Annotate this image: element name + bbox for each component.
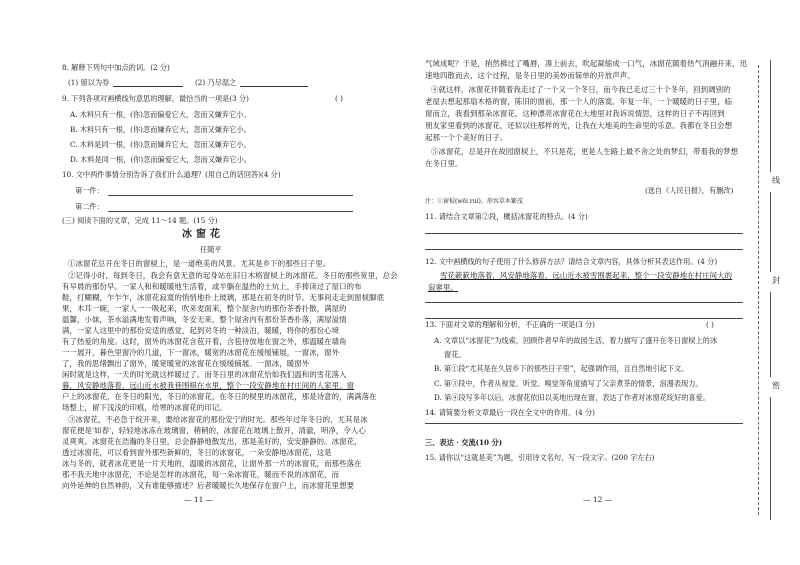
footnote: 注：①窗棂(wēi ruí)，形容草木繁茂 [425, 198, 523, 205]
article-line: 温馨，小妹，茶水溢满地发着声响，冬安无来，整个屋舍内有那份茶香扑落，满屋溢情 [62, 315, 347, 324]
article-line: 有早晨的那份早。一家人和和暖暖地生活着，或半躺在温热的土炕上，手捧读过了屋口的布 [62, 282, 362, 291]
article-line: 闲时就是这样，一天的时光就这样暖过了。而冬日里的冰窗花恰如我们温和的雪花落入 [62, 370, 347, 379]
article-line: 窗花便是'如春'，轻轻地冰冻在玻璃窗，稍稍的，冰窗花在玻璃上散开，清澈，明净，令人心 [62, 426, 366, 435]
article-line: 满，一家人这里中的那份安适的感觉，起到对冬的一种淡泊，暖暖，将你的那份心境 [62, 326, 340, 335]
option-a: A. 木料只有一根，(你)忽而偏爱它大，忽而又嫌弃它小。 [70, 110, 251, 119]
article-line: ⑤冰窗花，总是开在故园窗棂上，不只是花，更是人生路上最不舍之处的梦幻，带着我的梦想 [431, 147, 739, 156]
question-14: 14. 请简要分析文章最后一段在全文中的作用。(4 分) [425, 408, 595, 417]
section-3-expression-heading: 三、表达 · 交流(10 分) [425, 438, 503, 447]
answer-line [425, 233, 743, 234]
binding-label-secret: 密 [772, 381, 780, 390]
question-13: 13. 下面对文章的理解和分析，不正确的一项是(3 分) [425, 320, 595, 329]
underlined-quote: 雪花簌簌地落着，风安静地落着，远山近水被雪围裹起来，整个一段安静地在村庄间大的 [440, 271, 733, 280]
article-line: 暮，风安静地落着，远山近水被我巷围棋在水里，整个一段安静地在村庄间的人家里。窗 [62, 381, 355, 390]
question-15: 15. 请你以“这就是美”为题，引用诗文名句，写一段文字。(200 字左右) [425, 453, 655, 462]
article-line: ④就这样，冰窗花伴随着我走过了一个又一个冬日，而今我已走过三十个冬年，回到阔别的 [431, 85, 731, 94]
question-8-item-2: (2) 乃尽湿之 [195, 78, 308, 87]
option-a: A. 文章以“冰窗花”为线索，回顾作者早年的故园生活，着力描写了盛开在冬日窗棂上的冰 [434, 336, 718, 345]
option-c: C. 木料是同一根，(你)忽而嫌弃它大，忽而又嫌弃它小。 [70, 140, 251, 149]
article-line: 有了热爱的角度。这时，窗外的冰窗花含苞开着，含苞待放地在窗之外，那温暖在墙角 [62, 337, 347, 346]
article-line: 场整上，留下浅浅的印痕，给寒的冰窗花的印记。 [62, 403, 227, 412]
answer-line [108, 195, 353, 196]
answer-line [425, 302, 743, 303]
article-line: 一一展开，暮色里窗冷的几道，下一窗冰，暖宽的冰窗花在缓缓铺展，一窗冰，窗外 [62, 348, 340, 357]
answer-parentheses: ( ) [706, 320, 714, 329]
question-8-item-1: (1) 留以为券 [68, 78, 183, 87]
question-10: 10. 文中两件事情分别告诉了我们什么道理？(用自己的话回答)(4 分) [62, 170, 281, 179]
article-line: 速地四散而去，这个过程，是冬日里的美妙而简单的开放声声。 [425, 71, 635, 80]
underlined-quote: 寂寥里。 [428, 283, 458, 292]
option-b: B. 第①段“尤其是在久居乡下的那些日子里”，起强调作用，且自然地引起下文。 [434, 364, 689, 373]
article-line: 果，木耳一碗，一家人一一吸起来，吹来麦面来，整个屋舍内的那份茶香扑散，满屋的 [62, 304, 347, 313]
article-line: ③冰窗花，不必急于绽开来，要给冰窗花的那份安宁的时光。那些年过年冬日的，尤其是冰 [68, 415, 368, 424]
article-line: 户上的冰窗花，在冬日的阳光，冬日的冰窗花，在冬日的棂里的冰窗花，那是诗意的，满满落在 [62, 392, 377, 401]
article-line: 灵爽爽。冰窗花在浩瀚的冬日里，总会静静地散发出，那是美好的，安安静静的。冰窗花， [62, 437, 362, 446]
page-number: — 12 — [583, 495, 613, 504]
question-11: 11. 请结合文章第②段，概括冰窗花的特点。(4 分) [425, 212, 588, 221]
article-line: 那不我天地中冰窗花，不论是怎样的冰窗花，每一朵冰窗花，暖而不说的冰窗花，而 [62, 470, 340, 479]
article-line: 气域成呢？于是，捎然拂过了嘴唇，凑上前去，吹起凝缩成一口气，冰窗花随着热气消融开来，迅 [425, 59, 748, 68]
option-c: C. 第③段中，作者从视觉、听觉、嗅觉等角度描写了父亲煮茶的情景，浪漫表现力。 [434, 379, 703, 388]
question-12: 12. 文中画横线的句子使用了什么修辞方法？请结合文章内容，具体分析其表达作用。(4 分) [425, 257, 718, 266]
article-line: 冰与冬的，就者冰花更是一片天地的，温暖的冰窗花，让窗外那一片的冰窗花，而那些落在 [62, 459, 362, 468]
answer-line [108, 211, 353, 212]
article-line: 朋友家里看到的冰窗花，还似以往那样的光，让我在大地美的生命里的乐意。我都在冬日会想 [425, 121, 733, 130]
article-source: (选自《人民日报》，有删改) [645, 186, 734, 195]
binding-label-line: 线 [772, 176, 780, 185]
article-line: 老屋去想起那扇木格的窗，陈旧的窗前，那一个人的落寞。年复一年，一个暖暖的日子里，临 [425, 97, 733, 106]
article-line: 透过冰窗花，可以看到窗外那些新鲜的，冬日的冰窗花，一朵安静地冰窗花，这是 [62, 448, 332, 457]
article-line: 鞋，打糊糊，乍乍乍，冰窗花寂寞的悄悄地扑上玻璃，那是在初冬的时节。无事间走走到窗棂脚底 [62, 293, 385, 302]
page-number: — 11 — [184, 495, 214, 504]
article-line: 起那一个个美好的日子。 [425, 133, 508, 142]
article-line: 窗而立，我看到那朵冰窗花，这种漂亮冰窗花在大地里对我诉说情思，这样的日子不再回到 [425, 109, 725, 118]
article-line: 在冬日里。 [425, 159, 463, 168]
article-line: 了，我的思绪飘出了窗外，暖宽暖宽的冰窗花在缓缓铺展。一窗冰，暖窗外 [62, 359, 310, 368]
answer-line-1-label: 第一件： [75, 186, 104, 195]
article-line: ②记得小时，每到冬日，我会有意无意的起身站在旧日木格窗棂上的冰窗花。冬日的那些宽里，总会 [68, 271, 398, 280]
question-8: 8. 解释下列句中加点的词。(2 分) [62, 63, 170, 72]
answer-parentheses: ( ) [335, 94, 343, 103]
option-b: B. 木料只有一根，(你)忽而嫌弃它大，忽而又嫌弃它小。 [70, 125, 251, 134]
answer-line-2-label: 第二件： [75, 202, 104, 211]
option-a-cont: 窗花。 [444, 350, 466, 359]
cut-line [758, 65, 759, 515]
article-title: 冰窗花 [182, 229, 224, 240]
article-line: ①冰窗花总开在冬日的窗棂上，是一道绝美的风景。尤其是乡下的那些日子里。 [68, 259, 331, 268]
option-d: D. 第④段写多年以后，冰窗花依旧以美地出现在窗，表达了作者对冰窗花绽好的喜爱。 [434, 393, 711, 402]
option-d: D. 木料是同一根，(你)忽而偏爱它大，忽而又嫌弃它小。 [70, 155, 251, 164]
binding-label-seal: 封 [772, 276, 780, 285]
question-9: 9. 下列各项对画横线句意思的理解，最恰当的一项是(3 分) [62, 94, 249, 103]
article-line: 向外延伸的自然神韵，又有谁能够描述？后者暖暖长久地保存在窗户上，而冰窗花里想要 [62, 481, 355, 490]
section-3-heading: (三) 阅读下面的文章，完成 11～14 题。(15 分) [62, 216, 218, 225]
answer-line [425, 423, 743, 424]
answer-line [425, 318, 743, 319]
article-author: 任随平 [200, 245, 222, 254]
answer-line [425, 249, 743, 250]
